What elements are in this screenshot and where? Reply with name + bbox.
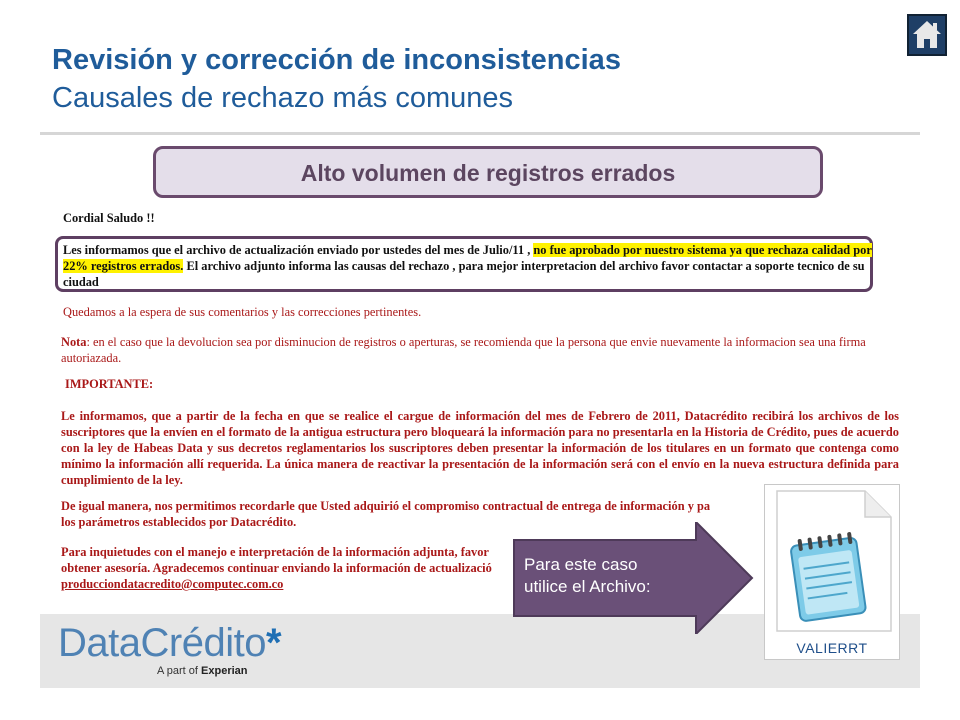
email-main-post: El archivo adjunto informa las causas del rechazo , para mejor interpretacion del archivo favor contactar a soporte tecnico de su ciudad: [63, 259, 865, 289]
tagline-brand: Experian: [201, 665, 248, 677]
tagline-prefix: A part of: [157, 665, 198, 677]
home-icon: [909, 16, 945, 54]
email-main-highlight: no fue aprobado por nuestro sistema ya que rechaza calidad por 22% registros errados.: [63, 243, 872, 273]
email-inform: Le informamos, que a partir de la fecha en que se realice el cargue de información del mes de Febrero de 2011, Datacrédito recibirá los archivos de los suscriptores que la envíen en el formato de la antigua estructura pero bloqueará la información para no presentarla en la Historia de Crédito, pues de acuerdo con la ley de Habeas Data y sus decretos reglamentarios los suscriptores deben presentar la información de los titulares en un formato que contenga como mínimo la información allí requerida. La única manera de reactivar la presentación de la información será con el envío en la nueva estructura definida para cumplimiento de la ley.: [61, 409, 899, 487]
email-link[interactable]: producciondatacredito@computec.com.co: [61, 577, 284, 591]
home-button[interactable]: [907, 14, 947, 56]
email-greeting: Cordial Saludo !!: [63, 211, 155, 225]
email-nota: [61, 334, 897, 366]
file-attachment[interactable]: [764, 484, 900, 660]
email-main-pre: Les informamos que el archivo de actualización enviado por ustedes del mes de Julio/11 ,: [63, 243, 531, 257]
header-divider: [40, 132, 920, 135]
inquietudes-line1: Para inquietudes con el manejo e interpretación de la información adjunta, favor: [61, 545, 489, 559]
callout-line2: utilice el Archivo:: [524, 577, 651, 596]
email-waiting: Quedamos a la espera de sus comentarios y las correcciones pertinentes.: [63, 305, 422, 319]
page-subtitle: Causales de rechazo más comunes: [52, 82, 514, 114]
logo-star: *: [265, 621, 282, 665]
datacredito-logo: [58, 621, 281, 665]
nota-text: : en el caso que la devolucion sea por disminucion de registros o aperturas, se recomienda que la persona que envie nuevamente la informacion sea una firma autoriazada.: [61, 335, 866, 365]
callout-line1: Para este caso: [524, 555, 638, 574]
email-main-paragraph: [63, 242, 897, 290]
igual-line2: los parámetros establecidos por Datacrédito.: [61, 515, 297, 529]
igual-line1: De igual manera, nos permitimos recordarle que Usted adquirió el compromiso contractual de entrega de información y pa: [61, 499, 711, 513]
file-name: VALIERRT: [796, 640, 868, 656]
logo-tagline: [157, 665, 248, 677]
notepad-file-icon: [765, 485, 899, 635]
page-title: Revisión y corrección de inconsistencias: [52, 44, 621, 76]
inquietudes-line2: obtener asesoría. Agradecemos continuar enviando la información de actualizació: [61, 561, 492, 575]
section-banner: Alto volumen de registros errados: [153, 146, 823, 198]
logo-text: DataCrédito: [58, 621, 266, 665]
email-importante: IMPORTANTE:: [65, 377, 154, 391]
callout-text: [524, 554, 651, 598]
nota-label: Nota: [61, 335, 87, 349]
